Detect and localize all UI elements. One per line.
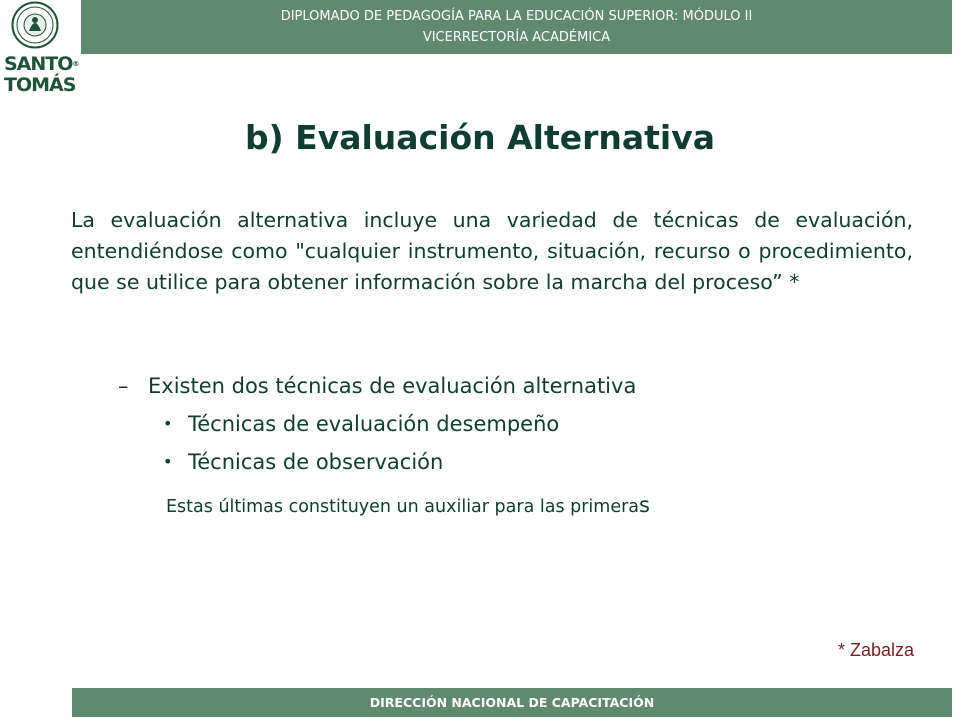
footer-banner bbox=[72, 688, 952, 717]
program-title: DIPLOMADO DE PEDAGOGÍA PARA LA EDUCACIÓN SUPERIOR: MÓDULO II bbox=[280, 9, 753, 24]
note-main: Estas últimas constituyen un auxiliar para las primera bbox=[166, 497, 640, 517]
note-tail: s bbox=[639, 493, 650, 517]
brand-line-2: TOMÁS bbox=[4, 74, 76, 96]
bullet-icon: • bbox=[163, 414, 173, 433]
university-seal-icon bbox=[11, 1, 59, 49]
sub-item-text: Existen dos técnicas de evaluación alternativa bbox=[148, 374, 637, 398]
bullet-item bbox=[163, 412, 559, 436]
sub-item bbox=[118, 374, 636, 398]
bullet-icon: • bbox=[163, 452, 173, 471]
bullet-text: Técnicas de observación bbox=[188, 450, 444, 474]
note-text bbox=[166, 493, 650, 517]
header-banner bbox=[81, 0, 952, 54]
bullet-text: Técnicas de evaluación desempeño bbox=[188, 412, 560, 436]
department-title: VICERRECTORÍA ACADÉMICA bbox=[422, 30, 611, 45]
brand-line-1: SANTO bbox=[4, 53, 73, 75]
brand-wordmark bbox=[4, 53, 80, 96]
footer-label: DIRECCIÓN NACIONAL DE CAPACITACIÓN bbox=[369, 695, 655, 710]
dash-marker: – bbox=[118, 374, 129, 398]
slide-title: b) Evaluación Alternativa bbox=[244, 118, 716, 157]
bullet-item bbox=[163, 450, 443, 474]
citation: * Zabalza bbox=[837, 640, 914, 660]
intro-paragraph: La evaluación alternativa incluye una variedad de técnicas de evaluación, entendiéndose como "cualquier instrumento, situación, recurso o procedimiento, que se utilice para obtener información sobre la marcha del proceso” * bbox=[71, 208, 913, 294]
registered-mark: ® bbox=[72, 60, 80, 68]
